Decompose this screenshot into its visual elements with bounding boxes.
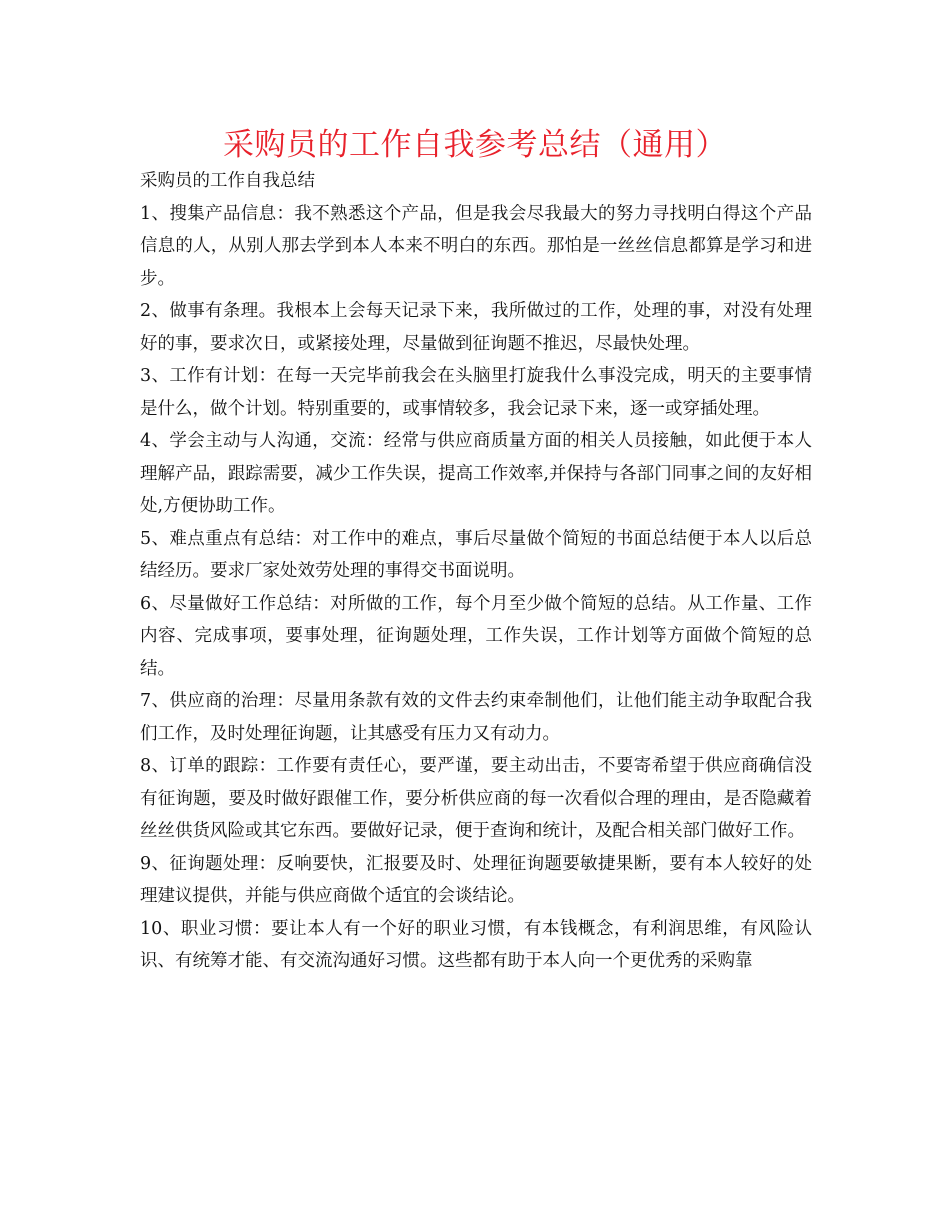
document-title: 采购员的工作自我参考总结（通用） <box>223 127 727 163</box>
paragraph-4: 4、学会主动与人沟通，交流：经常与供应商质量方面的相关人员接触，如此便于本人理解产品，跟踪需要，减少工作失误，提高工作效率,并保持与各部门同事之间的友好相处,方便协助工作。 <box>140 431 812 516</box>
paragraph-9: 9、征询题处理：反响要快，汇报要及时、处理征询题要敏捷果断，要有本人较好的处理建议提供，并能与供应商做个适宜的会谈结论。 <box>140 853 812 906</box>
paragraph-8: 8、订单的跟踪：工作要有责任心，要严谨，要主动出击，不要寄希望于供应商确信没有征询题，要及时做好跟催工作，要分析供应商的每一次看似合理的理由，是否隐藏着丝丝供货风险或其它东西。要做好记录，便于查询和统计，及配合相关部门做好工作。 <box>140 756 812 841</box>
paragraph-10: 10、职业习惯：要让本人有一个好的职业习惯，有本钱概念，有利润思维，有风险认识、有统筹才能、有交流沟通好习惯。这些都有助于本人向一个更优秀的采购靠 <box>140 918 812 971</box>
paragraph-2: 2、做事有条理。我根本上会每天记录下来，我所做过的工作，处理的事，对没有处理好的事，要求次日，或紧接处理，尽量做到征询题不推迟，尽最快处理。 <box>140 301 812 354</box>
paragraph-3: 3、工作有计划：在每一天完毕前我会在头脑里打旋我什么事没完成，明天的主要事情是什么，做个计划。特别重要的，或事情较多，我会记录下来，逐一或穿插处理。 <box>140 366 812 419</box>
paragraph-6: 6、尽量做好工作总结：对所做的工作，每个月至少做个简短的总结。从工作量、工作内容、完成事项，要事处理，征询题处理，工作失误，工作计划等方面做个简短的总结。 <box>140 593 812 679</box>
document-body <box>140 165 812 978</box>
paragraph-5: 5、难点重点有总结：对工作中的难点，事后尽量做个简短的书面总结便于本人以后总结经历。要求厂家处效劳处理的事得交书面说明。 <box>140 528 812 581</box>
document-subtitle: 采购员的工作自我总结 <box>140 171 315 191</box>
paragraph-1: 1、搜集产品信息：我不熟悉这个产品，但是我会尽我最大的努力寻找明白得这个产品信息的人，从别人那去学到本人本来不明白的东西。那怕是一丝丝信息都算是学习和进步。 <box>140 203 812 289</box>
paragraph-7: 7、供应商的治理：尽量用条款有效的文件去约束牵制他们，让他们能主动争取配合我们工作，及时处理征询题，让其感受有压力又有动力。 <box>140 691 812 744</box>
